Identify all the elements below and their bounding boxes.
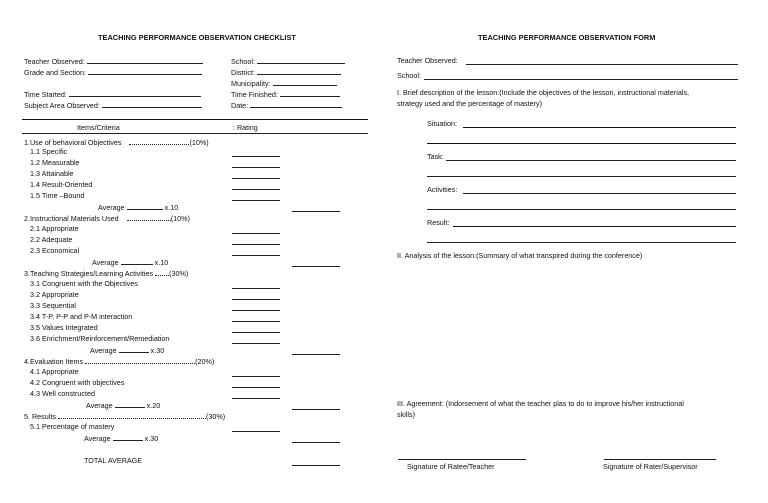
section2-heading: II. Analysis of the lesson:(Summary of what transpired during the conference) (397, 251, 643, 260)
ratee-signature-line[interactable] (398, 459, 526, 460)
header-bottom-rule (22, 133, 368, 134)
school-field[interactable] (231, 56, 345, 66)
form-school-blank[interactable] (424, 79, 738, 80)
municipality-label: Municipality: (231, 79, 271, 88)
item-2-3: 2.3 Economical (30, 246, 80, 255)
time-finished-label: Time Finished: (231, 90, 278, 99)
subject-area-blank[interactable] (102, 100, 202, 108)
section1-heading: I. Brief description of the lesson:(Include the objectives of the lesson, instructional materials, (397, 88, 690, 97)
activities-blank-1[interactable] (463, 193, 736, 194)
section3-average: Average x.30 (90, 346, 165, 355)
header-top-rule (22, 119, 368, 120)
subject-area-label: Subject Area Observed: (24, 101, 100, 110)
section2-weighted-blank[interactable] (292, 266, 340, 267)
subject-area-field[interactable] (24, 100, 202, 110)
form-school-field[interactable] (397, 71, 421, 80)
section2-average: Average x.10 (92, 258, 169, 267)
section4-weighted-blank[interactable] (292, 409, 340, 410)
district-label: District: (231, 68, 255, 77)
date-label: Date: (231, 101, 249, 110)
teacher-observed-label: Teacher Observed: (24, 57, 85, 66)
rating-header: : Rating (233, 123, 258, 132)
task-blank-2[interactable] (427, 176, 736, 177)
grade-section-field[interactable] (24, 67, 202, 77)
item-2-1: 2.1 Appropriate (30, 224, 79, 233)
rating-blank-1-3[interactable] (232, 178, 280, 179)
rating-blank-4-3[interactable] (232, 398, 280, 399)
rating-blank-5-1[interactable] (232, 431, 280, 432)
section3-heading: III. Agreement: (Indorsement of what the teacher plas to do to improve his/her instructional (397, 399, 684, 408)
section3-title: 3.Teaching Strategies/Learning Activities (30%) (24, 269, 189, 278)
result-blank-1[interactable] (453, 226, 736, 227)
rating-blank-2-2[interactable] (232, 244, 280, 245)
form-title: TEACHING PERFORMANCE OBSERVATION FORM (478, 33, 656, 42)
section3-weighted-blank[interactable] (292, 354, 340, 355)
rating-blank-4-2[interactable] (232, 387, 280, 388)
item-3-6: 3.6 Enrichment/Reinforcement/Remediation (30, 334, 170, 343)
time-started-blank[interactable] (69, 89, 201, 97)
rating-blank-2-3[interactable] (232, 255, 280, 256)
form-teacher-label: Teacher Observed: (397, 56, 458, 65)
item-1-5: 1.5 Time –Bound (30, 191, 85, 200)
checklist-title: TEACHING PERFORMANCE OBSERVATION CHECKLIST (98, 33, 296, 42)
item-2-2: 2.2 Adequate (30, 235, 73, 244)
total-average-blank[interactable] (292, 465, 340, 466)
section5-title: 5. Results (30%) (24, 412, 226, 421)
rater-signature-line[interactable] (604, 459, 716, 460)
time-finished-blank[interactable] (280, 89, 340, 97)
municipality-blank[interactable] (273, 78, 337, 86)
form-teacher-blank[interactable] (466, 64, 738, 65)
section2-title: 2.Instructional Materials Used (10%) (24, 214, 190, 223)
rating-blank-3-3[interactable] (232, 310, 280, 311)
rating-blank-3-6[interactable] (232, 343, 280, 344)
section5-weighted-blank[interactable] (292, 442, 340, 443)
rating-blank-1-2[interactable] (232, 167, 280, 168)
date-field[interactable] (231, 100, 342, 110)
rating-blank-1-1[interactable] (232, 156, 280, 157)
item-4-1: 4.1 Appropriate (30, 367, 79, 376)
result-blank-2[interactable] (427, 242, 736, 243)
section1-title: 1.Use of behavioral Objectives (10%) (24, 138, 209, 147)
section4-title: 4.Evaluation Items (20%) (24, 357, 215, 366)
item-3-1: 3.1 Congruent with the Objectives (30, 279, 138, 288)
teacher-observed-field[interactable] (24, 56, 203, 66)
task-blank-1[interactable] (446, 160, 736, 161)
situation-label: Situation: (427, 119, 457, 128)
form-school-label: School: (397, 71, 421, 80)
total-average-label: TOTAL AVERAGE (84, 456, 143, 465)
district-field[interactable] (231, 67, 341, 77)
section1-heading-cont: strategy used and the percentage of mastery) (397, 99, 543, 108)
grade-section-label: Grade and Section: (24, 68, 86, 77)
task-label: Task: (427, 152, 444, 161)
rater-signature-label: Signature of Rater/Supervisor (603, 462, 698, 471)
item-1-1: 1.1 Specific (30, 147, 68, 156)
time-started-label: Time Started: (24, 90, 67, 99)
activities-blank-2[interactable] (427, 209, 736, 210)
time-started-field[interactable] (24, 89, 201, 99)
rating-blank-4-1[interactable] (232, 376, 280, 377)
municipality-field[interactable] (231, 78, 337, 88)
form-teacher-field[interactable] (397, 56, 458, 65)
item-1-2: 1.2 Measurable (30, 158, 80, 167)
result-label: Result: (427, 218, 450, 227)
school-blank[interactable] (257, 56, 345, 64)
items-criteria-header: Items/Criteria (77, 123, 120, 132)
situation-blank-1[interactable] (463, 127, 736, 128)
item-4-2: 4.2 Congruent with objectives (30, 378, 125, 387)
section3-heading-cont: skills) (397, 410, 415, 419)
item-1-3: 1.3 Attainable (30, 169, 74, 178)
section1-weighted-blank[interactable] (292, 211, 340, 212)
grade-section-blank[interactable] (88, 67, 202, 75)
item-3-2: 3.2 Appropriate (30, 290, 79, 299)
situation-blank-2[interactable] (427, 143, 736, 144)
section4-average: Average x.20 (86, 401, 161, 410)
school-label: School: (231, 57, 255, 66)
rating-blank-1-5[interactable] (232, 200, 280, 201)
ratee-signature-label: Signature of Ratee/Teacher (407, 462, 495, 471)
activities-label: Activities: (427, 185, 458, 194)
section1-average: Average x.10 (98, 203, 179, 212)
rating-blank-3-1[interactable] (232, 288, 280, 289)
teacher-observed-blank[interactable] (87, 56, 203, 64)
section5-average: Average x.30 (84, 434, 159, 443)
item-3-4: 3.4 T-P, P-P and P-M interaction (30, 312, 133, 321)
item-3-3: 3.3 Sequential (30, 301, 76, 310)
item-1-4: 1.4 Result-Oriented (30, 180, 93, 189)
rating-blank-3-5[interactable] (232, 332, 280, 333)
time-finished-field[interactable] (231, 89, 340, 99)
rating-blank-1-4[interactable] (232, 189, 280, 190)
item-5-1: 5.1 Percentage of mastery (30, 422, 115, 431)
item-4-3: 4.3 Well constructed (30, 389, 95, 398)
district-blank[interactable] (257, 67, 341, 75)
date-blank[interactable] (250, 100, 342, 108)
rating-blank-3-2[interactable] (232, 299, 280, 300)
rating-blank-3-4[interactable] (232, 321, 280, 322)
rating-blank-2-1[interactable] (232, 233, 280, 234)
item-3-5: 3.5 Values Integrated (30, 323, 98, 332)
